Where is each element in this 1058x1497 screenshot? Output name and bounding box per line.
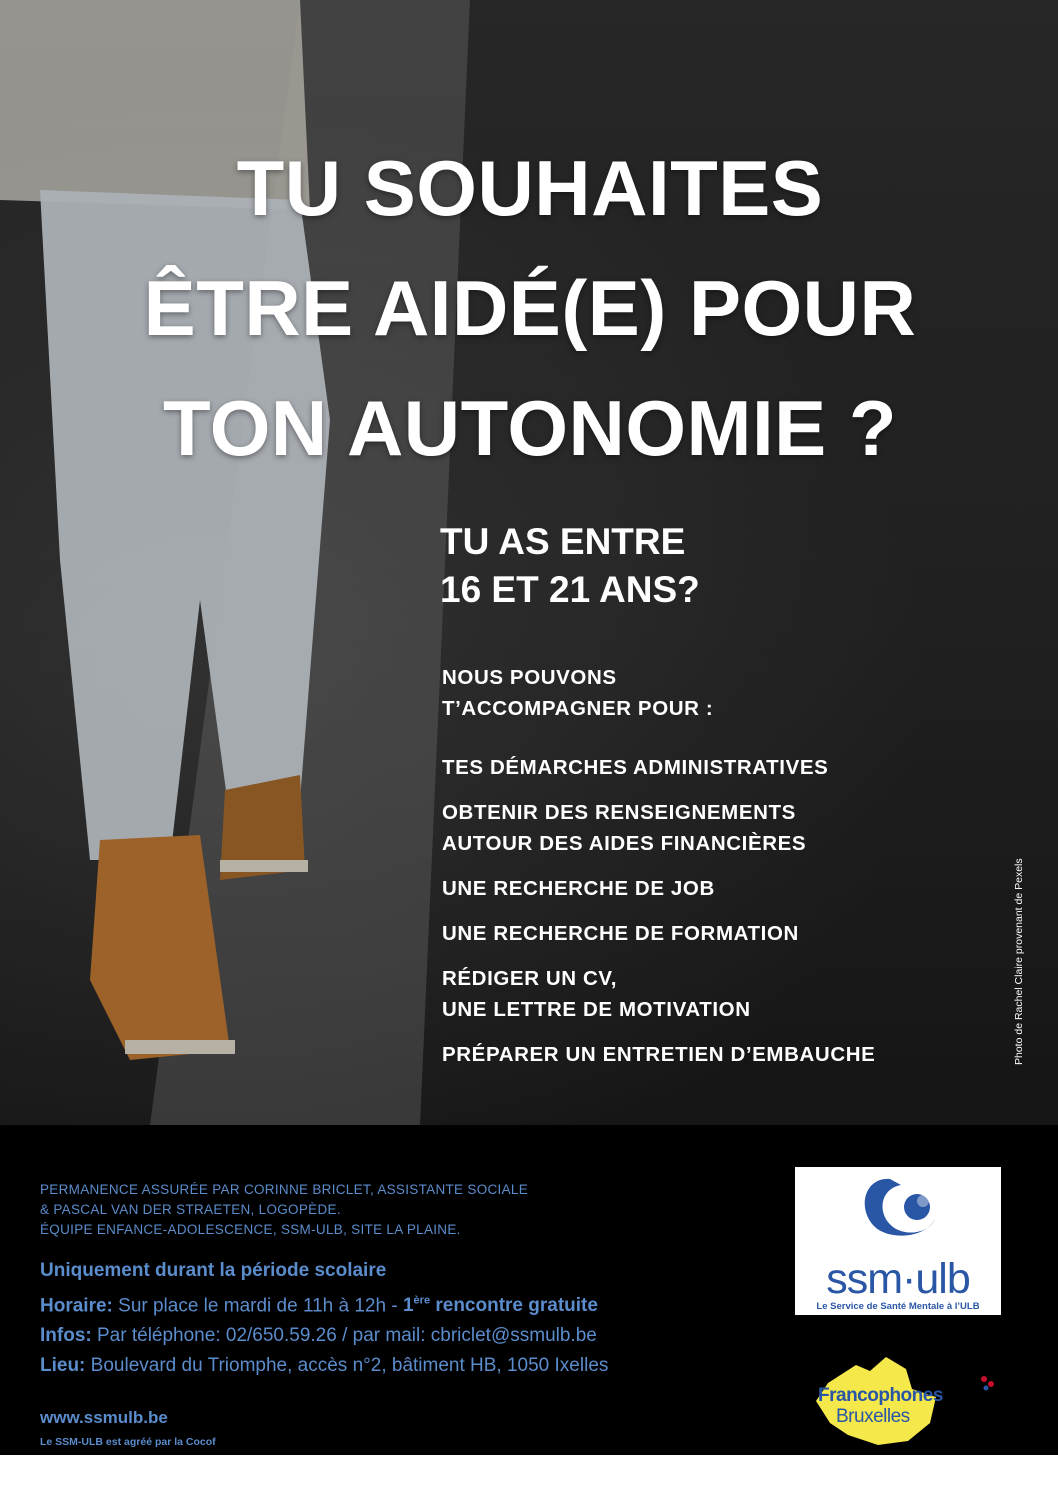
ssm-ulb-swirl-icon (795, 1167, 1001, 1257)
service-item (442, 1039, 875, 1070)
age-question (440, 518, 700, 614)
fb-line-1: Francophones (818, 1385, 943, 1406)
headline-line-1: TU SOUHAITES (236, 144, 824, 232)
website-link[interactable]: www.ssmulb.be (40, 1408, 168, 1427)
staff-line-1: PERMANENCE ASSURÉE PAR CORINNE BRICLET, ASSISTANTE SOCIALE (40, 1182, 529, 1197)
age-line-2: 16 ET 21 ANS? (440, 569, 700, 610)
headline-line-3: TON AUTONOMIE ? (162, 384, 898, 472)
service-item-line-1: UNE RECHERCHE DE JOB (442, 877, 715, 900)
service-item (442, 797, 875, 859)
intro-line-1: NOUS POUVONS (442, 666, 617, 689)
period-text: Uniquement durant la période scolaire (40, 1260, 387, 1281)
service-item-line-1: TES DÉMARCHES ADMINISTRATIVES (442, 756, 829, 779)
services-list (442, 752, 875, 1084)
agreement-note: Le SSM-ULB est agréé par la Cocof (40, 1436, 216, 1448)
photo-credit: Photo de Rachel Claire provenant de Pexels (1013, 858, 1025, 1065)
ssm-ulb-tagline: Le Service de Santé Mentale à l’ULB (816, 1301, 980, 1312)
free-meeting-number: 1 (402, 1295, 414, 1317)
infos-label: Infos: (40, 1325, 92, 1347)
age-line-1: TU AS ENTRE (440, 521, 686, 562)
staff-line-2: & PASCAL VAN DER STRAETEN, LOGOPÈDE. (40, 1202, 341, 1217)
service-item (442, 963, 875, 1025)
place-text: Boulevard du Triomphe, accès n°2, bâtiment HB, 1050 Ixelles (90, 1355, 609, 1377)
francophones-bruxelles-logo (808, 1353, 1008, 1448)
infos-row (40, 1321, 608, 1351)
practical-info (40, 1256, 608, 1381)
service-item-line-2: UNE LETTRE DE MOTIVATION (442, 998, 751, 1021)
staff-line-3: ÉQUIPE ENFANCE-ADOLESCENCE, SSM-ULB, SITE LA PLAINE. (40, 1222, 461, 1237)
period-row (40, 1256, 608, 1286)
service-item-line-1: OBTENIR DES RENSEIGNEMENTS (442, 801, 796, 824)
service-item-line-1: UNE RECHERCHE DE FORMATION (442, 922, 799, 945)
free-meeting (403, 1295, 598, 1316)
ssm-ulb-name: ssm·ulb (826, 1255, 970, 1303)
schedule-label: Horaire: (40, 1295, 113, 1317)
headline-line-2: ÊTRE AIDÉ(E) POUR (143, 264, 917, 352)
footer (0, 1125, 1058, 1455)
service-item-line-1: PRÉPARER UN ENTRETIEN D’EMBAUCHE (442, 1043, 876, 1066)
staff-info (40, 1180, 528, 1240)
service-item (442, 918, 875, 949)
free-meeting-sup: ère (413, 1295, 431, 1307)
service-item (442, 873, 875, 904)
schedule-row (40, 1286, 608, 1321)
infos-text[interactable]: Par téléphone: 02/650.59.26 / par mail: cbriclet@ssmulb.be (97, 1325, 597, 1347)
ssm-ulb-logo (795, 1167, 1001, 1315)
free-meeting-text: rencontre gratuite (435, 1295, 598, 1317)
place-row (40, 1351, 608, 1381)
intro-line-2: T’ACCOMPAGNER POUR : (442, 697, 714, 720)
intro-text (442, 662, 713, 724)
headline (40, 128, 1020, 488)
service-item (442, 752, 875, 783)
fb-line-2: Bruxelles (836, 1406, 910, 1427)
service-item-line-1: RÉDIGER UN CV, (442, 967, 618, 990)
place-label: Lieu: (40, 1355, 86, 1377)
service-item-line-2: AUTOUR DES AIDES FINANCIÈRES (442, 832, 807, 855)
schedule-text: Sur place le mardi de 11h à 12h - (118, 1295, 398, 1317)
